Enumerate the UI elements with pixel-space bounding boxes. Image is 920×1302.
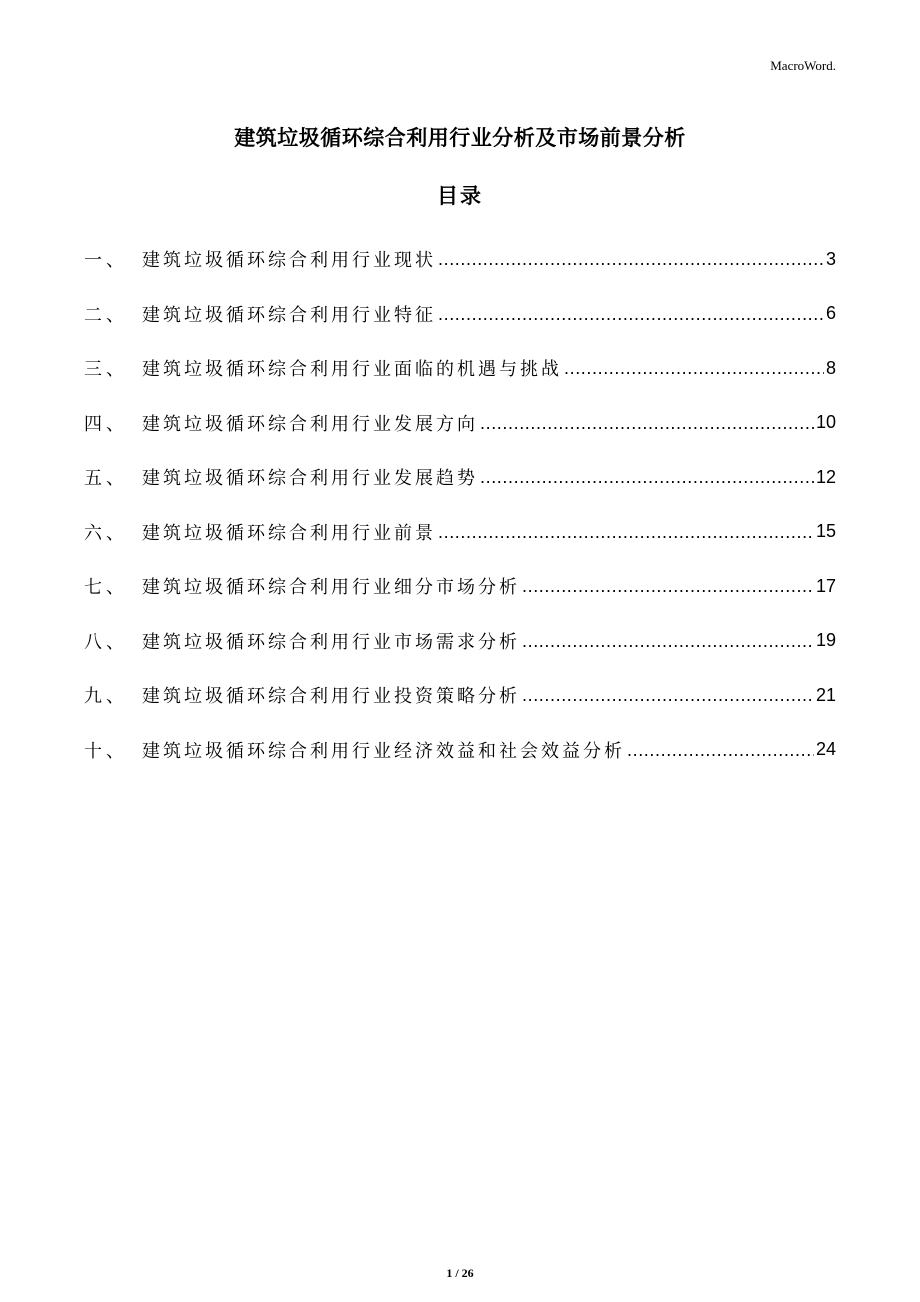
toc-entry-7[interactable] [84,559,836,614]
toc-dot-leader [522,576,814,596]
table-of-contents [84,232,836,777]
toc-entry-page: 17 [815,575,836,596]
toc-entry-number: 七、 [84,577,128,599]
toc-entry-5[interactable] [84,450,836,505]
toc-entry-number: 一、 [84,250,128,272]
toc-entry-number: 三、 [84,359,128,381]
toc-entry-page: 21 [815,684,836,705]
toc-entry-number: 五、 [84,468,128,490]
toc-dot-leader [564,358,824,378]
toc-entry-title: 建筑垃圾循环综合利用行业前景 [142,522,436,544]
toc-entry-2[interactable] [84,287,836,342]
toc-entry-title: 建筑垃圾循环综合利用行业经济效益和社会效益分析 [142,740,625,762]
toc-entry-9[interactable] [84,668,836,723]
toc-entry-10[interactable] [84,723,836,778]
toc-dot-leader [438,522,814,542]
toc-entry-number: 六、 [84,522,128,544]
toc-dot-leader [627,740,814,760]
toc-entry-3[interactable] [84,341,836,396]
toc-entry-number: 十、 [84,740,128,762]
toc-entry-title: 建筑垃圾循环综合利用行业投资策略分析 [142,686,520,708]
toc-dot-leader [522,631,814,651]
toc-entry-8[interactable] [84,614,836,669]
toc-dot-leader [522,685,814,705]
header-brand: MacroWord. [770,58,836,73]
toc-entry-title: 建筑垃圾循环综合利用行业发展方向 [142,413,478,435]
toc-entry-title: 建筑垃圾循环综合利用行业市场需求分析 [142,631,520,653]
document-title: 建筑垃圾循环综合利用行业分析及市场前景分析 [234,126,686,150]
toc-entry-title: 建筑垃圾循环综合利用行业发展趋势 [142,468,478,490]
toc-entry-number: 九、 [84,686,128,708]
toc-heading: 目录 [437,184,483,208]
toc-entry-page: 19 [815,630,836,651]
toc-entry-1[interactable] [84,232,836,287]
toc-dot-leader [480,413,814,433]
toc-entry-title: 建筑垃圾循环综合利用行业面临的机遇与挑战 [142,359,562,381]
toc-entry-page: 24 [815,739,836,760]
toc-dot-leader [480,467,814,487]
toc-entry-number: 二、 [84,304,128,326]
toc-entry-number: 四、 [84,413,128,435]
toc-entry-page: 6 [825,303,836,324]
toc-entry-page: 10 [815,412,836,433]
toc-entry-page: 8 [825,357,836,378]
toc-entry-title: 建筑垃圾循环综合利用行业现状 [142,250,436,272]
toc-entry-number: 八、 [84,631,128,653]
page-indicator: 1 / 26 [446,1266,474,1280]
toc-entry-title: 建筑垃圾循环综合利用行业特征 [142,304,436,326]
toc-entry-page: 12 [815,466,836,487]
toc-entry-6[interactable] [84,505,836,560]
toc-entry-page: 3 [825,248,836,269]
toc-entry-4[interactable] [84,396,836,451]
toc-dot-leader [438,249,824,269]
toc-entry-page: 15 [815,521,836,542]
toc-entry-title: 建筑垃圾循环综合利用行业细分市场分析 [142,577,520,599]
toc-dot-leader [438,304,824,324]
